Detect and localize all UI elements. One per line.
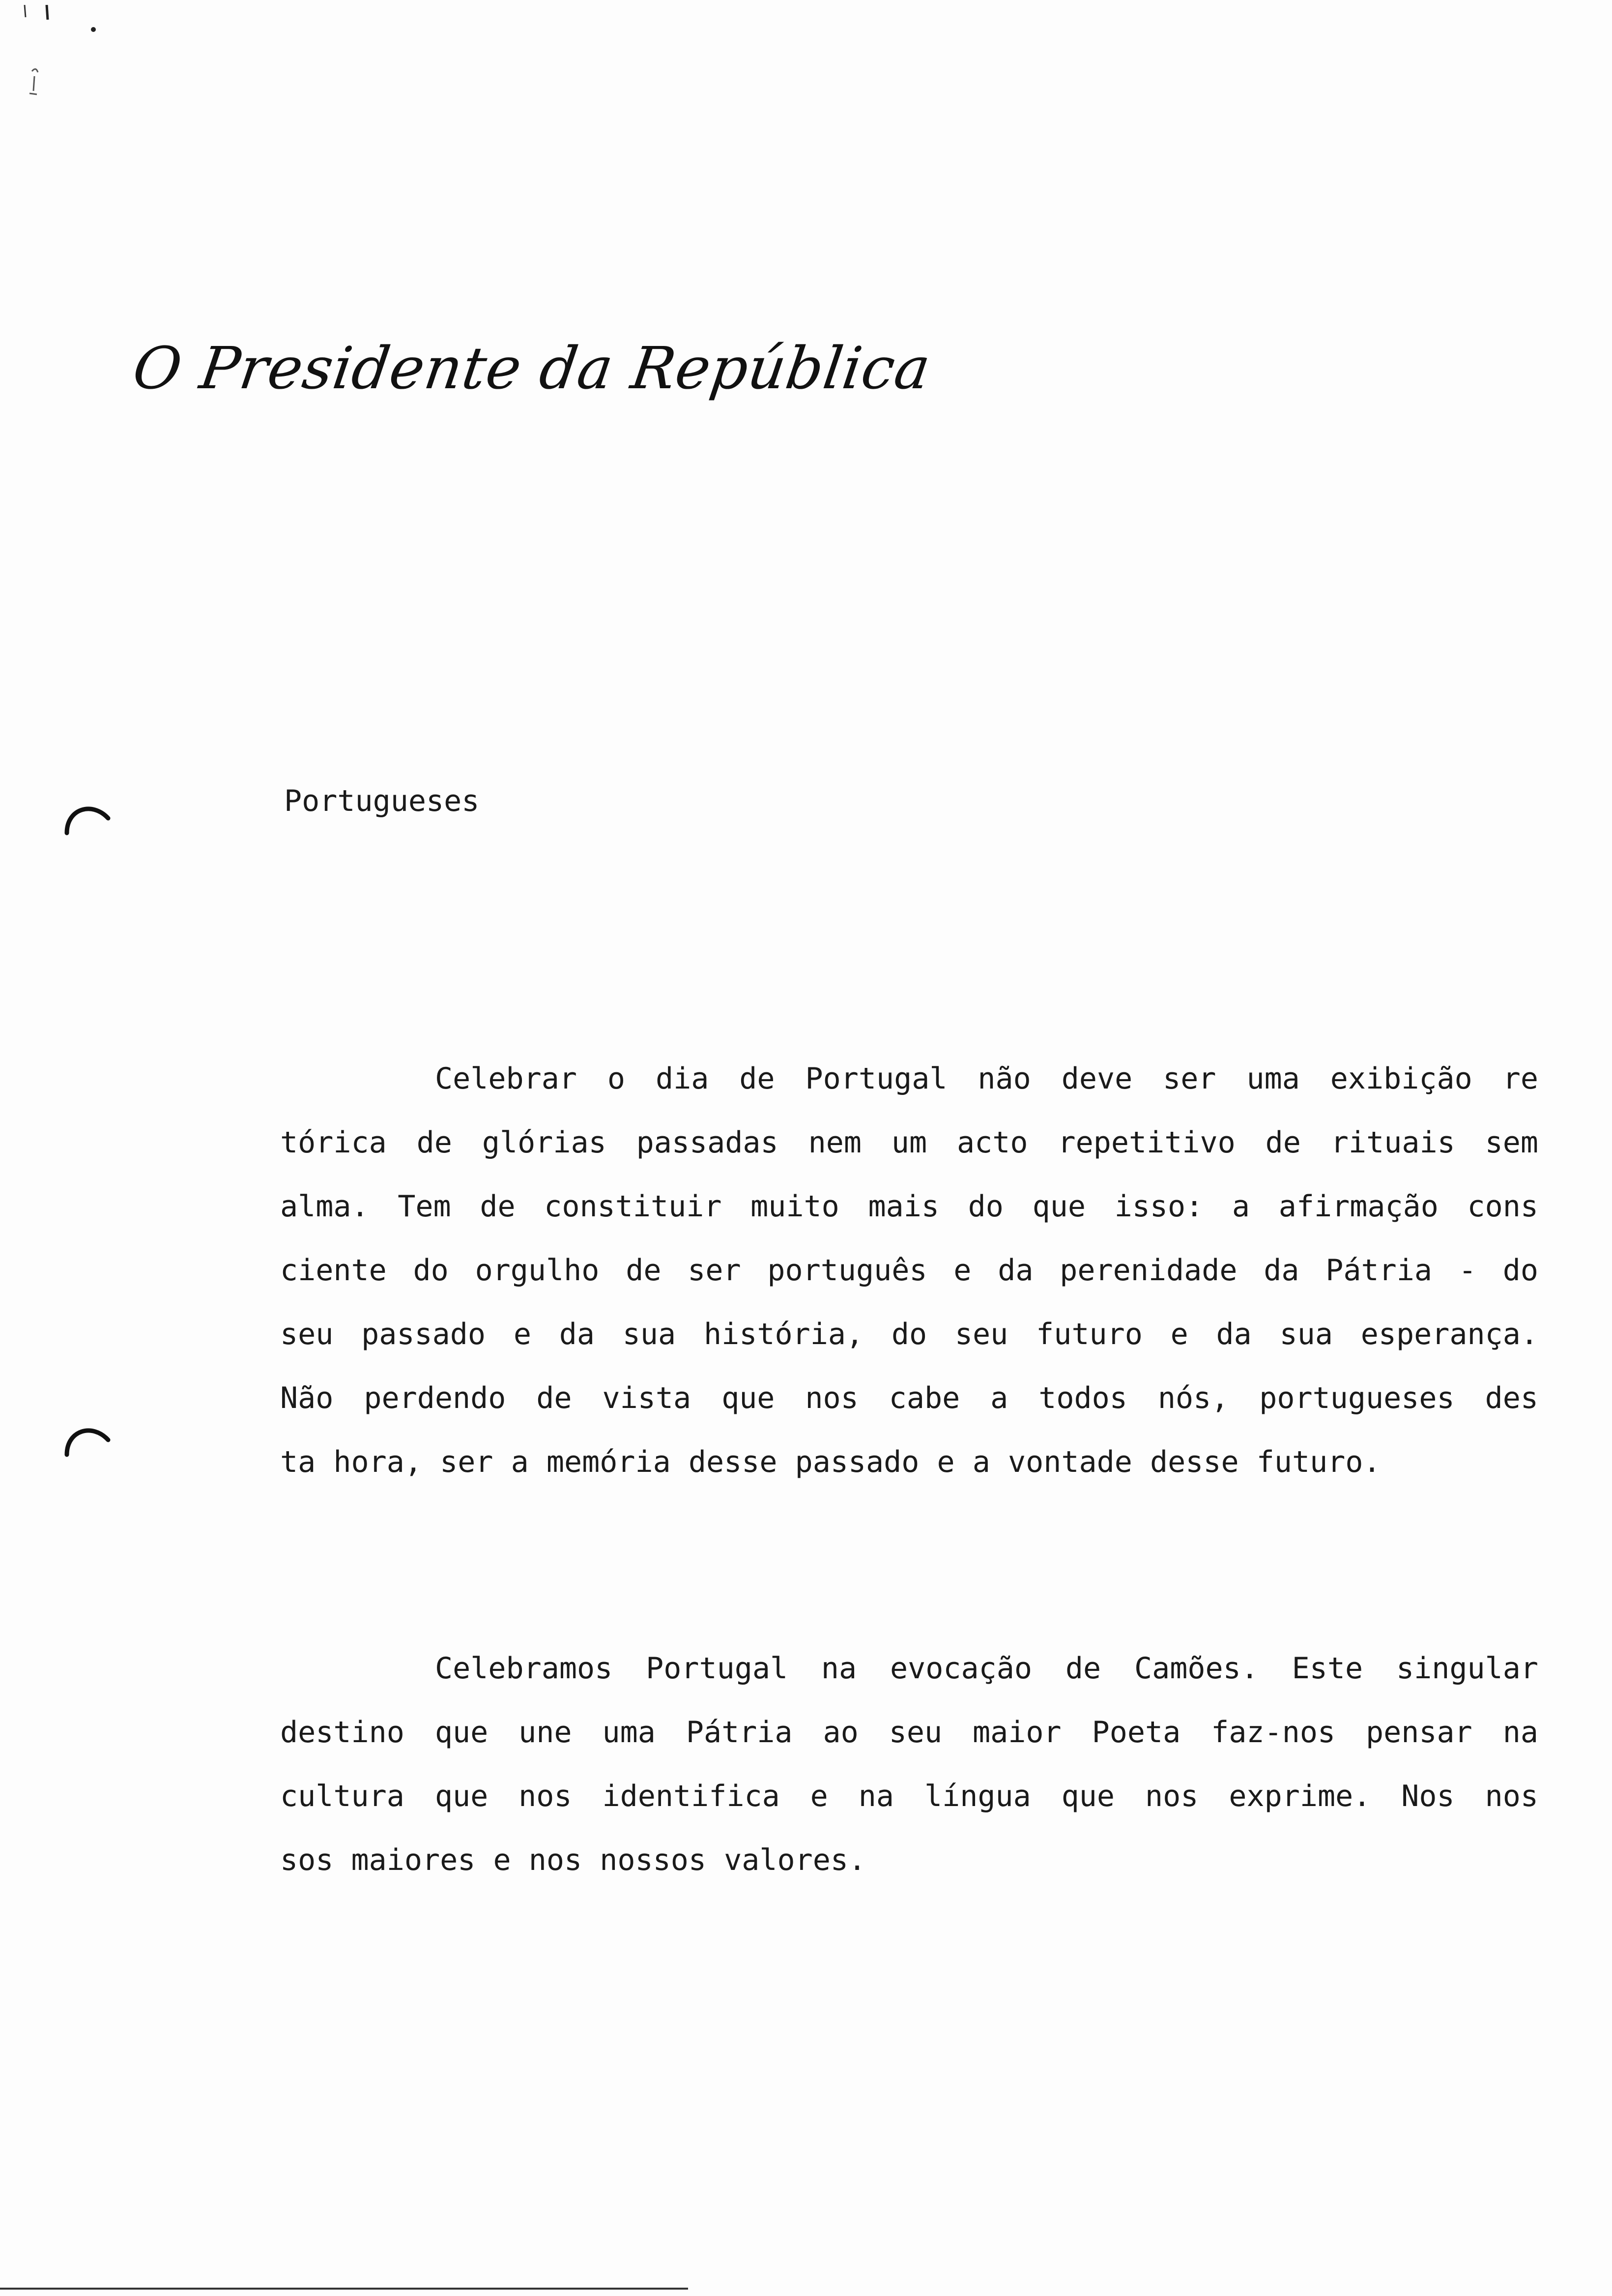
margin-marks — [15, 5, 113, 103]
text-line: cultura que nos identifica e na língua que nos exprime. Nos nos — [280, 1779, 1538, 1813]
paragraph-1 — [280, 1047, 1538, 1494]
text-line: Celebramos Portugal na evocação de Camões. Este singular — [435, 1651, 1538, 1686]
paragraph-2 — [280, 1636, 1538, 1892]
text-line: destino que une uma Pátria ao seu maior Poeta faz-nos pensar na — [280, 1715, 1538, 1750]
bottom-edge-line — [0, 2288, 688, 2290]
text-line: ciente do orgulho de ser português e da perenidade da Pátria - do — [280, 1253, 1538, 1288]
text-line: sos maiores e nos nossos valores. — [280, 1843, 866, 1877]
letterhead-title: O Presidente da República — [129, 334, 935, 402]
text-line: alma. Tem de constituir muito mais do que isso: a afirmação cons — [280, 1189, 1538, 1224]
text-line: tórica de glórias passadas nem um acto repetitivo de rituais sem — [280, 1125, 1538, 1160]
punch-hole-mark — [63, 799, 112, 848]
text-line: seu passado e da sua história, do seu futuro e da sua esperança. — [280, 1317, 1538, 1351]
text-line: Não perdendo de vista que nos cabe a todos nós, portugueses des — [280, 1381, 1538, 1415]
salutation: Portugueses — [284, 784, 480, 818]
text-line: Celebrar o dia de Portugal não deve ser uma exibição re — [435, 1062, 1538, 1096]
text-line: ta hora, ser a memória desse passado e a vontade desse futuro. — [280, 1445, 1381, 1479]
punch-hole-mark — [63, 1420, 112, 1469]
